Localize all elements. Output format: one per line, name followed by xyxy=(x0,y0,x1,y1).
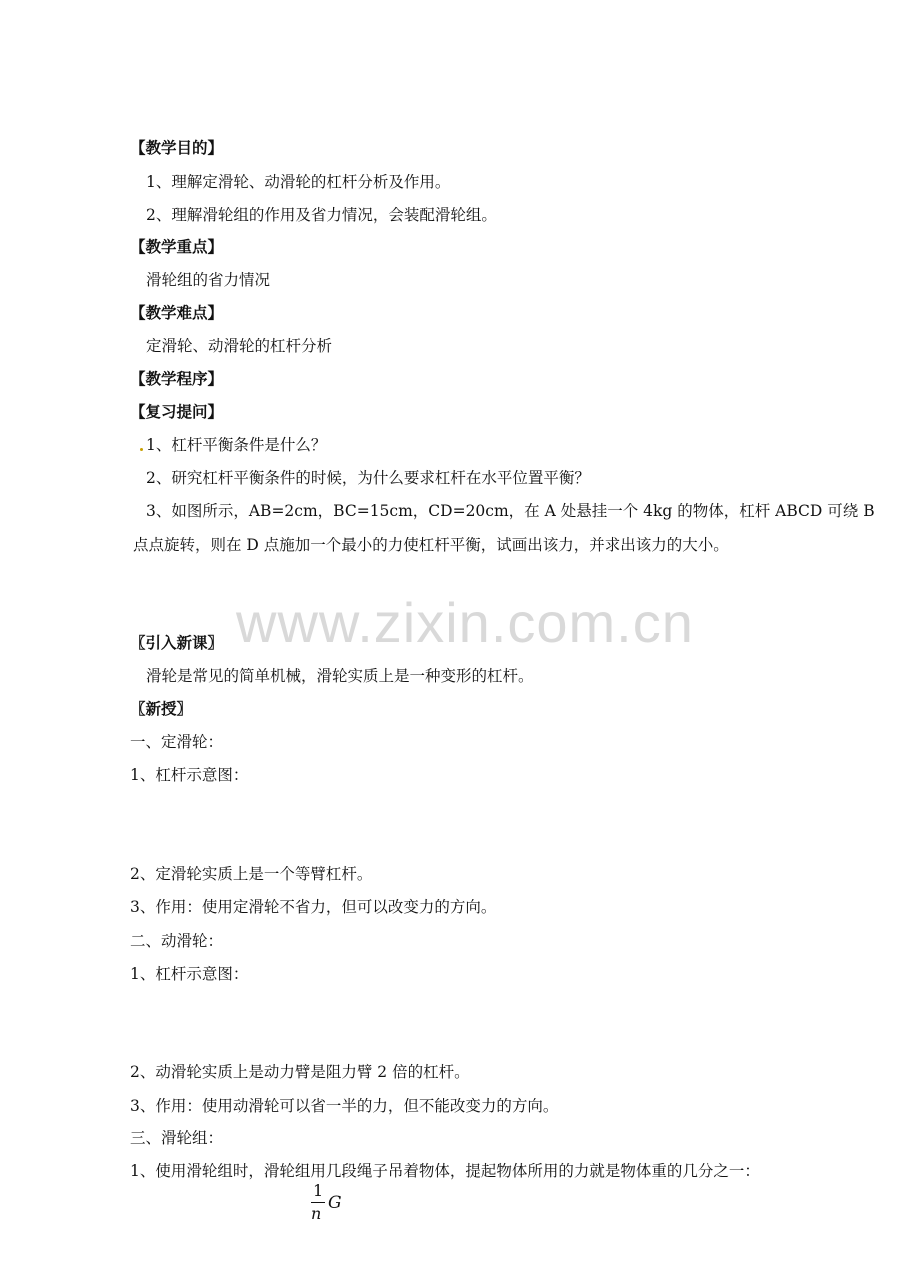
movable-pulley-title: 二、动滑轮： xyxy=(130,932,224,950)
key-text: 滑轮组的省力情况 xyxy=(146,271,271,289)
objective-item-1: 1、理解定滑轮、动滑轮的杠杆分析及作用。 xyxy=(146,173,451,191)
review-item-3-line-1: 3、如图所示，AB=2cm，BC=15cm，CD=20cm，在 A 处悬挂一个 4kg 的物体，杠杆 ABCD 可绕 B xyxy=(146,502,875,520)
new-lesson-heading: 〖新授〗 xyxy=(130,700,193,718)
difficulty-heading: 【教学难点】 xyxy=(130,304,224,322)
fixed-pulley-item-1: 1、杠杆示意图： xyxy=(130,766,249,784)
movable-pulley-item-1: 1、杠杆示意图： xyxy=(130,965,249,983)
formula-numerator: 1 xyxy=(313,1181,324,1200)
difficulty-text: 定滑轮、动滑轮的杠杆分析 xyxy=(146,337,333,355)
watermark: www.zixin.com.cn xyxy=(236,591,694,654)
intro-text: 滑轮是常见的简单机械，滑轮实质上是一种变形的杠杆。 xyxy=(146,667,534,685)
objective-heading: 【教学目的】 xyxy=(130,139,224,157)
review-item-3-line-2: 点点旋转，则在 D 点施加一个最小的力使杠杆平衡，试画出该力，并求出该力的大小。 xyxy=(133,536,729,554)
fixed-pulley-item-2: 2、定滑轮实质上是一个等臂杠杆。 xyxy=(130,865,373,883)
movable-pulley-item-2: 2、动滑轮实质上是动力臂是阻力臂 2 倍的杠杆。 xyxy=(130,1063,470,1081)
procedure-heading: 【教学程序】 xyxy=(130,370,224,388)
intro-heading: 〖引入新课〗 xyxy=(130,634,224,652)
review-item-2: 2、研究杠杆平衡条件的时候，为什么要求杠杆在水平位置平衡？ xyxy=(146,469,590,487)
movable-pulley-item-3: 3、作用：使用动滑轮可以省一半的力，但不能改变力的方向。 xyxy=(130,1097,559,1115)
key-heading: 【教学重点】 xyxy=(130,238,224,256)
pulley-group-title: 三、滑轮组： xyxy=(130,1129,224,1147)
ink-dot xyxy=(140,448,143,451)
fixed-pulley-title: 一、定滑轮： xyxy=(130,733,224,751)
fraction-bar xyxy=(311,1202,325,1203)
formula-fraction xyxy=(311,1181,351,1231)
objective-item-2: 2、理解滑轮组的作用及省力情况，会装配滑轮组。 xyxy=(146,206,497,224)
formula-symbol: G xyxy=(328,1193,342,1213)
fixed-pulley-item-3: 3、作用：使用定滑轮不省力，但可以改变力的方向。 xyxy=(130,898,497,916)
review-heading: 【复习提问】 xyxy=(130,403,224,421)
review-item-1: 1、杠杆平衡条件是什么？ xyxy=(146,436,327,454)
formula-denominator: n xyxy=(311,1204,322,1223)
pulley-group-item-1: 1、使用滑轮组时，滑轮组用几段绳子吊着物体，提起物体所用的力就是物体重的几分之一： xyxy=(130,1162,760,1180)
